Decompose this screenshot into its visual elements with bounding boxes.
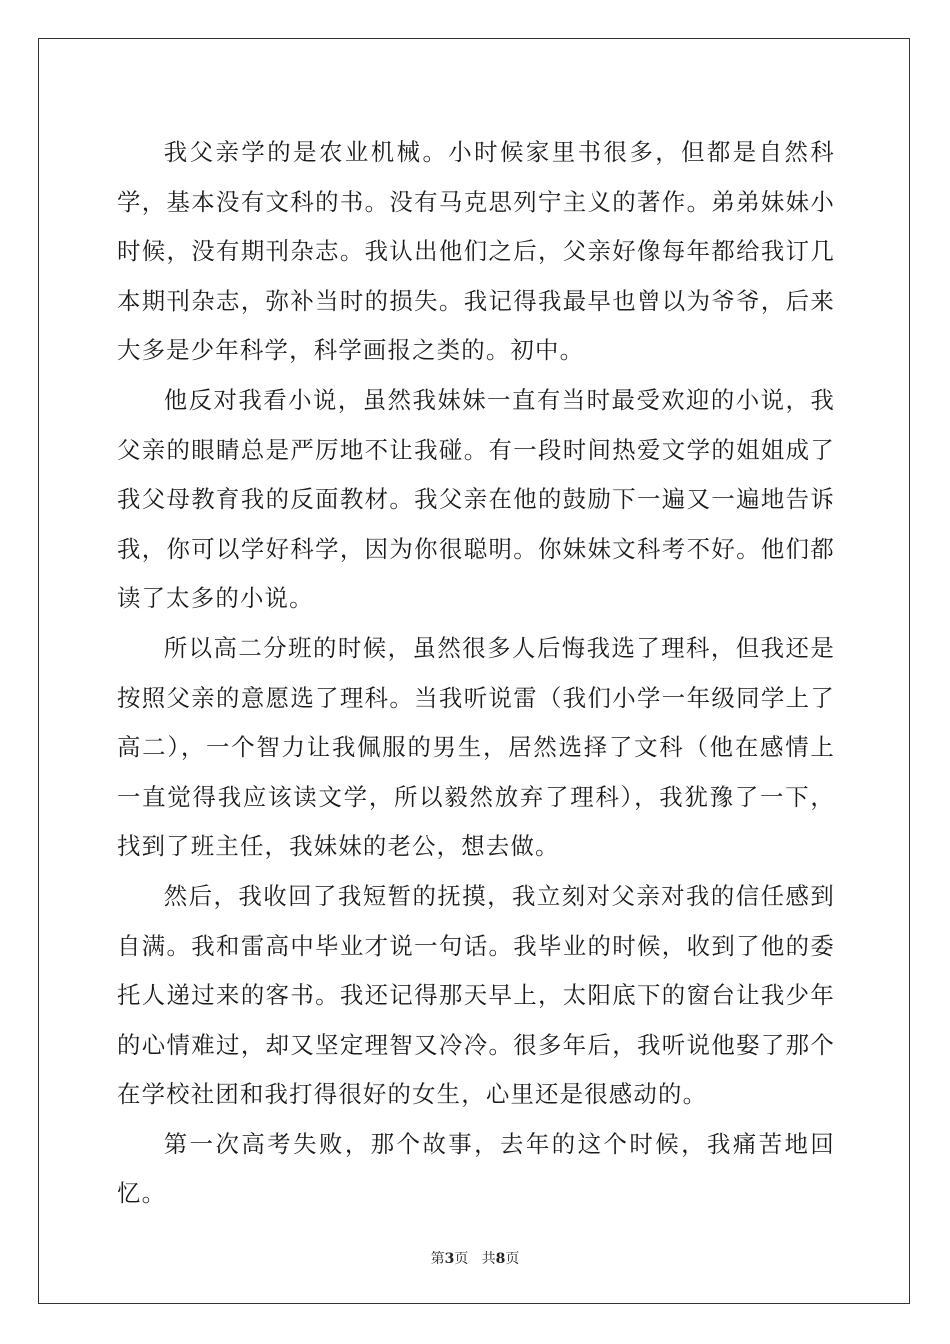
page-current: 3 — [444, 1251, 455, 1267]
document-body — [117, 128, 835, 1219]
page-total: 8 — [495, 1251, 506, 1267]
page-footer — [0, 1248, 950, 1268]
paragraph-5: 第一次高考失败，那个故事，去年的这个时候，我痛苦地回忆。 — [117, 1129, 835, 1208]
page-prefix: 第 — [430, 1251, 445, 1267]
total-suffix: 页 — [505, 1251, 520, 1267]
total-prefix: 共 — [481, 1251, 496, 1267]
paragraph-2: 他反对我看小说，虽然我妹妹一直有当时最受欢迎的小说，我父亲的眼睛总是严厉地不让我碰。有一段时间热爱文学的姐姐成了我父母教育我的反面教材。我父亲在他的鼓励下一遍又一遍地告诉我，你可以学好科学，因为你很聪明。你妹妹文科考不好。他们都读了太多的小说。 — [117, 385, 835, 613]
paragraph-4: 然后，我收回了我短暂的抚摸，我立刻对父亲对我的信任感到自满。我和雷高中毕业才说一句话。我毕业的时候，收到了他的委托人递过来的客书。我还记得那天早上，太阳底下的窗台让我少年的心情难过，却又坚定理智又冷冷。很多年后，我听说他娶了那个在学校社团和我打得很好的女生，心里还是很感动的。 — [117, 881, 835, 1109]
paragraph-3: 所以高二分班的时候，虽然很多人后悔我选了理科，但我还是按照父亲的意愿选了理科。当我听说雷（我们小学一年级同学上了高二），一个智力让我佩服的男生，居然选择了文科（他在感情上一直觉得我应该读文学，所以毅然放弃了理科），我犹豫了一下，找到了班主任，我妹妹的老公，想去做。 — [117, 633, 835, 861]
page-suffix: 页 — [454, 1251, 469, 1267]
paragraph-1: 我父亲学的是农业机械。小时候家里书很多，但都是自然科学，基本没有文科的书。没有马克思列宁主义的著作。弟弟妹妹小时候，没有期刊杂志。我认出他们之后，父亲好像每年都给我订几本期刊杂志，弥补当时的损失。我记得我最早也曾以为爷爷，后来大多是少年科学，科学画报之类的。初中。 — [117, 138, 835, 365]
